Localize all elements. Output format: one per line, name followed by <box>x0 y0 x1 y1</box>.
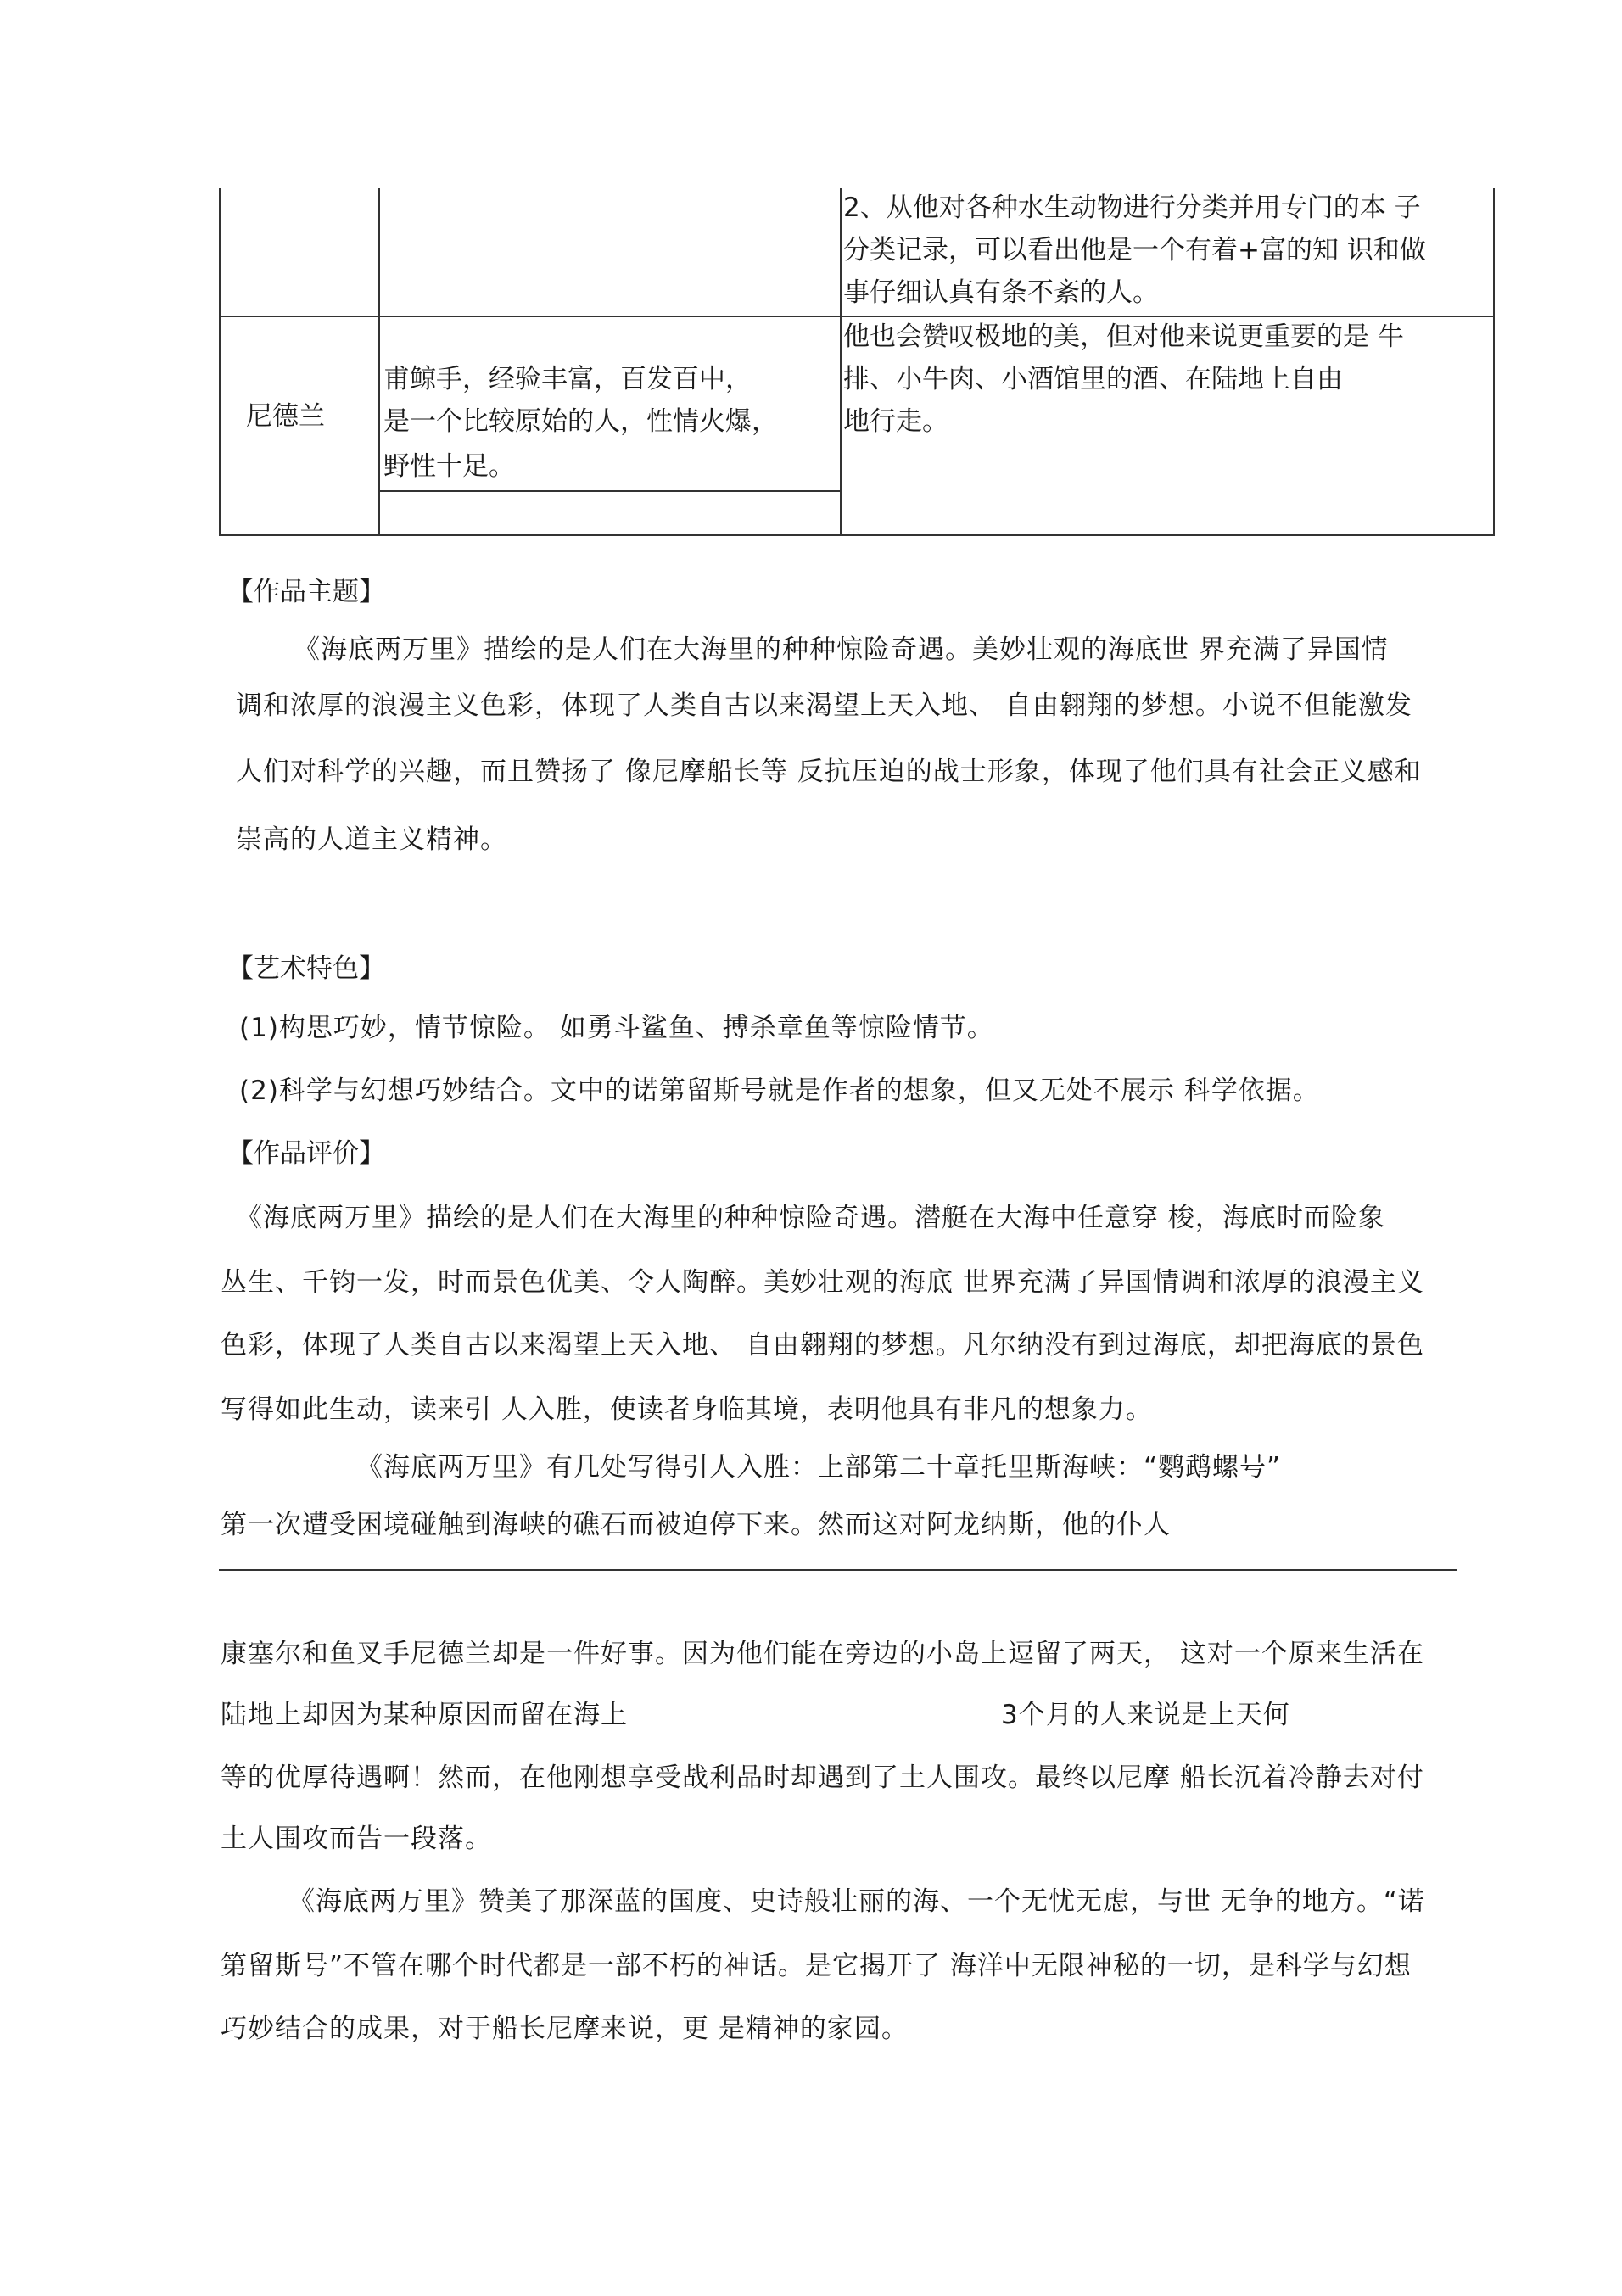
review-line-3: 色彩，体现了人类自古以来渴望上天入地、 自由翱翔的梦想。凡尔纳没有到过海底，却把海底的景色 <box>221 1330 1424 1360</box>
art-item-1: (1)构思巧妙，情节惊险。 如勇斗鲨鱼、搏杀章鱼等惊险情节。 <box>239 1013 994 1043</box>
table-border-left <box>219 188 221 536</box>
table-cell-top-right-line-2: 分类记录，可以看出他是一个有着+富的知 识和做 <box>843 235 1426 265</box>
page2-line-3: 等的优厚待遇啊！然而，在他刚想享受战利品时却遇到了土人围攻。最终以尼摩 船长沉着冷静去对付 <box>221 1763 1424 1793</box>
theme-line-3: 人们对科学的兴趣，而且赞扬了 像尼摩船长等 反抗压迫的战士形象，体现了他们具有社会正义感和 <box>236 757 1422 787</box>
table-cell-top-right-line-3: 事仔细认真有条不紊的人。 <box>843 277 1159 308</box>
review-line-1: 《海底两万里》描绘的是人们在大海里的种种惊险奇遇。潜艇在大海中任意穿 梭，海底时而险象 <box>236 1203 1385 1233</box>
table-cell-ned-right-line-1: 他也会赞叹极地的美，但对他来说更重要的是 牛 <box>843 321 1404 352</box>
page2-line-2-left: 陆地上却因为某种原因而留在海上 <box>221 1700 628 1730</box>
table-col-divider-2 <box>840 188 842 536</box>
art-item-2: (2)科学与幻想巧妙结合。文中的诺第留斯号就是作者的想象，但又无处不展示 科学依据。 <box>239 1075 1320 1106</box>
table-cell-ned-right-line-3: 地行走。 <box>843 406 948 437</box>
page2-para-line-3: 巧妙结合的成果，对于船长尼摩来说，更 是精神的家园。 <box>221 2014 909 2044</box>
review-line-2: 丛生、千钧一发，时而景色优美、令人陶醉。美妙壮观的海底 世界充满了异国情调和浓厚的浪漫主义 <box>221 1267 1424 1298</box>
table-cell-ned-traits-line-1: 甫鲸手，经验丰富，百发百中， <box>383 364 752 394</box>
table-col-divider-1 <box>378 188 380 536</box>
table-cell-ned-traits-line-2: 是一个比较原始的人，性情火爆， <box>383 406 778 437</box>
theme-heading: 【作品主题】 <box>227 577 385 607</box>
table-cell-top-right-line-1: 2、从他对各种水生动物进行分类并用专门的本 子 <box>843 193 1421 223</box>
theme-line-1: 《海底两万里》描绘的是人们在大海里的种种惊险奇遇。美妙壮观的海底世 界充满了异国情 <box>294 634 1389 665</box>
page2-line-2-right: 3个月的人来说是上天何 <box>1001 1700 1290 1730</box>
review-para2-line-2: 第一次遭受困境碰触到海峡的礁石而被迫停下来。然而这对阿龙纳斯，他的仆人 <box>221 1510 1171 1540</box>
page2-line-4: 土人围攻而告一段落。 <box>221 1824 492 1854</box>
theme-line-2: 调和浓厚的浪漫主义色彩，体现了人类自古以来渴望上天入地、 自由翱翔的梦想。小说不但能激发 <box>236 690 1412 721</box>
table-cell-name-ned: 尼德兰 <box>246 401 325 432</box>
page2-line-1: 康塞尔和鱼叉手尼德兰却是一件好事。因为他们能在旁边的小岛上逗留了两天， 这对一个原来生活在 <box>221 1639 1424 1669</box>
art-heading: 【艺术特色】 <box>227 953 385 984</box>
table-border-bottom <box>219 534 1495 536</box>
page2-para-line-2: 第留斯号”不管在哪个时代都是一部不朽的神话。是它揭开了 海洋中无限神秘的一切，是科学与幻想 <box>221 1951 1412 1981</box>
page-break-line <box>219 1569 1457 1571</box>
page2-para-line-1: 《海底两万里》赞美了那深蓝的国度、史诗般壮丽的海、一个无忧无虑，与世 无争的地方。“诺 <box>288 1886 1425 1917</box>
table-cell-ned-right-line-2: 排、小牛肉、小酒馆里的酒、在陆地上自由 <box>843 364 1343 394</box>
review-line-4: 写得如此生动，读来引 人入胜，使读者身临其境，表明他具有非凡的想象力。 <box>221 1394 1153 1425</box>
review-para2-line-1: 《海底两万里》有几处写得引人入胜：上部第二十章托里斯海峡：“鹦鹉螺号” <box>356 1452 1282 1483</box>
table-border-right <box>1493 188 1495 536</box>
theme-line-4: 崇高的人道主义精神。 <box>236 824 507 855</box>
table-inner-divider <box>378 490 842 492</box>
table-cell-ned-traits-line-3: 野性十足。 <box>383 451 515 482</box>
review-heading: 【作品评价】 <box>227 1138 385 1169</box>
